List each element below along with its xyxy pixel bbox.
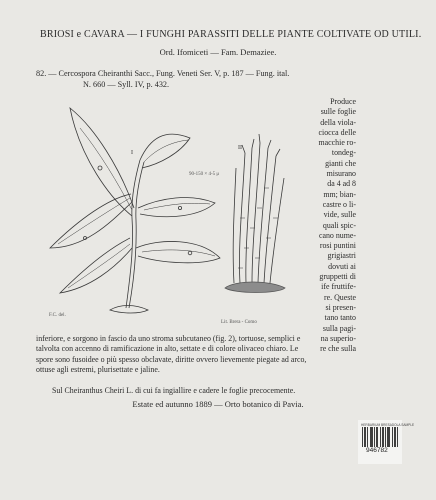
description-line: castre o li- — [322, 199, 356, 209]
description-line: ottuse agli estremi, plurisettate e jaline. — [36, 364, 160, 374]
barcode-bar — [389, 427, 390, 447]
magnification-note: 90-150 × 4-5 μ — [189, 172, 220, 177]
description-line: grigiastri — [327, 251, 356, 261]
barcode-bar — [377, 427, 378, 447]
description-line: cano nume- — [318, 230, 356, 240]
lithographer-caption: Lit. Brera - Como — [221, 320, 257, 325]
plant-illustration — [40, 98, 295, 330]
barcode-bar — [392, 427, 393, 447]
description-line: sulla pagi- — [322, 323, 356, 333]
host-plant-note: Sul Cheiranthus Cheiri L. di cui fa ingiallire e cadere le foglie precocemente. — [52, 386, 296, 395]
description-line: vide, sulle — [323, 210, 356, 220]
description-right-column — [296, 97, 356, 354]
description-line: ciocca delle — [318, 127, 356, 137]
collection-info: Estate ed autunno 1889 — Orto botanico di Pavia. — [132, 399, 304, 409]
description-line: sulle foglie — [320, 107, 356, 117]
barcode-bar — [380, 427, 381, 447]
barcode-bar — [394, 427, 395, 447]
description-line: ife fruttife- — [321, 282, 356, 292]
description-line: misurano — [326, 169, 356, 179]
barcode-bar — [364, 427, 365, 447]
description-line: quali spic- — [322, 220, 356, 230]
description-line: gianti che — [325, 158, 356, 168]
description-line: spore sono fusoidee o più spesso obclavate, diritte ovvero lievemente piegate ad arco, — [36, 354, 307, 364]
species-entry-line-2: N. 660 — Syll. IV, p. 432. — [83, 80, 170, 89]
page-header: BRIOSI e CAVARA — I FUNGHI PARASSITI DELLE PIANTE COLTIVATE OD UTILI. — [40, 29, 422, 40]
description-line: da 4 ad 8 — [327, 179, 356, 189]
description-line: si presen- — [325, 302, 356, 312]
order-family-line: Ord. Ifomiceti — Fam. Demaziee. — [159, 47, 277, 57]
description-line: dovuti ai — [328, 261, 356, 271]
description-bottom-block — [36, 334, 362, 375]
description-line: re che sulla — [320, 344, 356, 354]
barcode-bar — [371, 427, 372, 447]
barcode-bar — [395, 427, 396, 447]
barcode-icon — [362, 427, 398, 447]
barcode-bar — [385, 427, 386, 447]
description-line: na superio- — [320, 333, 356, 343]
description-line: rosi puntini — [319, 241, 356, 251]
barcode-bar — [372, 427, 373, 447]
description-line: Produce — [330, 97, 356, 106]
barcode-bar — [370, 427, 371, 447]
description-line: inferiore, e sorgono in fascio da uno stroma subcutaneo (fig. 2), tortuose, semplici e — [36, 334, 301, 343]
description-line: gruppetti di — [319, 272, 356, 282]
barcode-bar — [382, 427, 383, 447]
barcode-bar — [367, 427, 368, 447]
barcode-bar — [362, 427, 363, 447]
barcode-bar — [383, 427, 384, 447]
barcode-number: 946782 — [366, 447, 388, 454]
barcode-bar — [374, 427, 375, 447]
description-line: tondeg- — [331, 148, 356, 158]
barcode-bar — [387, 427, 388, 447]
description-line: tano tanto — [324, 313, 356, 323]
illustrator-caption: F.C. del. — [49, 313, 66, 318]
barcode-bar — [388, 427, 389, 447]
species-entry-line-1: 82. — Cercospora Cheiranthi Sacc., Fung. Veneti Ser. V, p. 187 — Fung. ital. — [36, 69, 290, 78]
description-line: mm; bian- — [323, 189, 356, 199]
description-line: della viola- — [320, 117, 356, 127]
barcode-caption: HERBARIUM BRESADOLA SAMPLE — [361, 423, 415, 427]
description-line: macchie ro- — [318, 138, 356, 148]
barcode-bar — [365, 427, 366, 447]
barcode-bar — [397, 427, 398, 447]
figure-label-1: I — [131, 150, 133, 156]
barcode-bar — [376, 427, 377, 447]
description-line: talvolta con accenno di ramificazione in alto, settate e di colore olivaceo chiaro. Le — [36, 344, 299, 354]
figure-label-2: II — [238, 145, 242, 151]
description-line: re. Queste — [324, 292, 356, 302]
